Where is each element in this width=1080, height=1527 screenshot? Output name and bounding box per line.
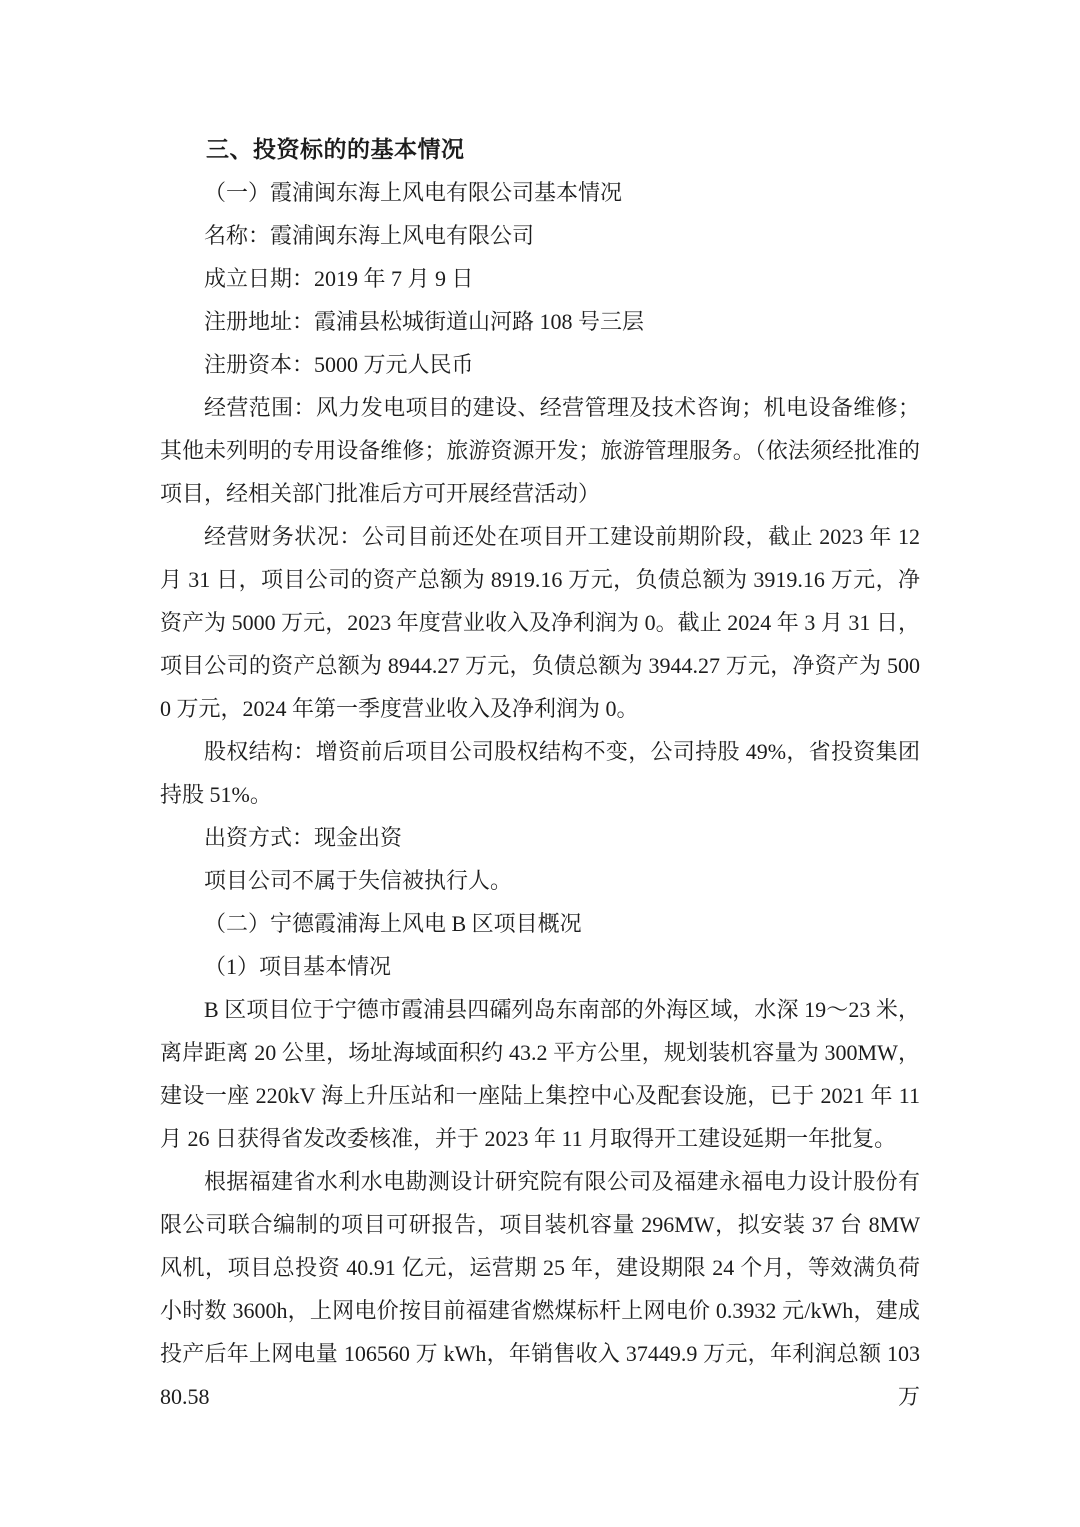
paragraph-project-location: B 区项目位于宁德市霞浦县四礵列岛东南部的外海区域，水深 19～23 米，离岸距离 20 公里，场址海域面积约 43.2 平方公里，规划装机容量为 300MW，建设一座 220kV 海上升压站和一座陆上集控中心及配套设施，已于 2021 年 11 月 26 日获得省发改委核准，并于 2023 年 11 月取得开工建设延期一年批复。 <box>160 997 920 1151</box>
paragraph-project-basic-info-title: （1）项目基本情况 <box>204 954 392 979</box>
paragraph-registered-address: 注册地址：霞浦县松城街道山河路 108 号三层 <box>204 309 645 334</box>
paragraph-feasibility-report: 根据福建省水利水电勘测设计研究院有限公司及福建永福电力设计股份有限公司联合编制的项目可研报告，项目装机容量 296MW，拟安装 37 台 8MW 风机，项目总投资 40.91 亿元，运营期 25 年，建设期限 24 个月，等效满负荷小时数 3600h，上网电价按目前福建省燃煤标杆上网电价 0.3932 元/kWh，建成投产后年上网电量 106560 万 kWh，年销售收入 37449.9 万元，年利润总额 10380.58 万 <box>160 1169 920 1409</box>
paragraph-registered-capital: 注册资本：5000 万元人民币 <box>204 352 474 377</box>
paragraph-company-name: 名称：霞浦闽东海上风电有限公司 <box>204 223 535 248</box>
paragraph-subsection-2: （二）宁德霞浦海上风电 B 区项目概况 <box>204 911 582 936</box>
section-heading: 三、投资标的的基本情况 <box>206 137 465 162</box>
paragraph-equity-structure: 股权结构：增资前后项目公司股权结构不变，公司持股 49%，省投资集团持股 51%。 <box>160 739 920 807</box>
paragraph-dishonest-executee: 项目公司不属于失信被执行人。 <box>204 868 513 893</box>
paragraph-business-scope: 经营范围：风力发电项目的建设、经营管理及技术咨询；机电设备维修；其他未列明的专用设备维修；旅游资源开发；旅游管理服务。（依法须经批准的项目，经相关部门批准后方可开展经营活动） <box>160 395 920 506</box>
paragraph-subsection-1: （一）霞浦闽东海上风电有限公司基本情况 <box>204 180 623 205</box>
paragraph-founding-date: 成立日期：2019 年 7 月 9 日 <box>204 266 474 291</box>
paragraph-contribution-method: 出资方式：现金出资 <box>204 825 403 850</box>
paragraph-financial-status: 经营财务状况：公司目前还处在项目开工建设前期阶段，截止 2023 年 12 月 31 日，项目公司的资产总额为 8919.16 万元，负债总额为 3919.16 万元，净资产为 5000 万元，2023 年度营业收入及净利润为 0。截止 2024 年 3 月 31 日，项目公司的资产总额为 8944.27 万元，负债总额为 3944.27 万元，净资产为 5000 万元，2024 年第一季度营业收入及净利润为 0。 <box>160 524 920 721</box>
